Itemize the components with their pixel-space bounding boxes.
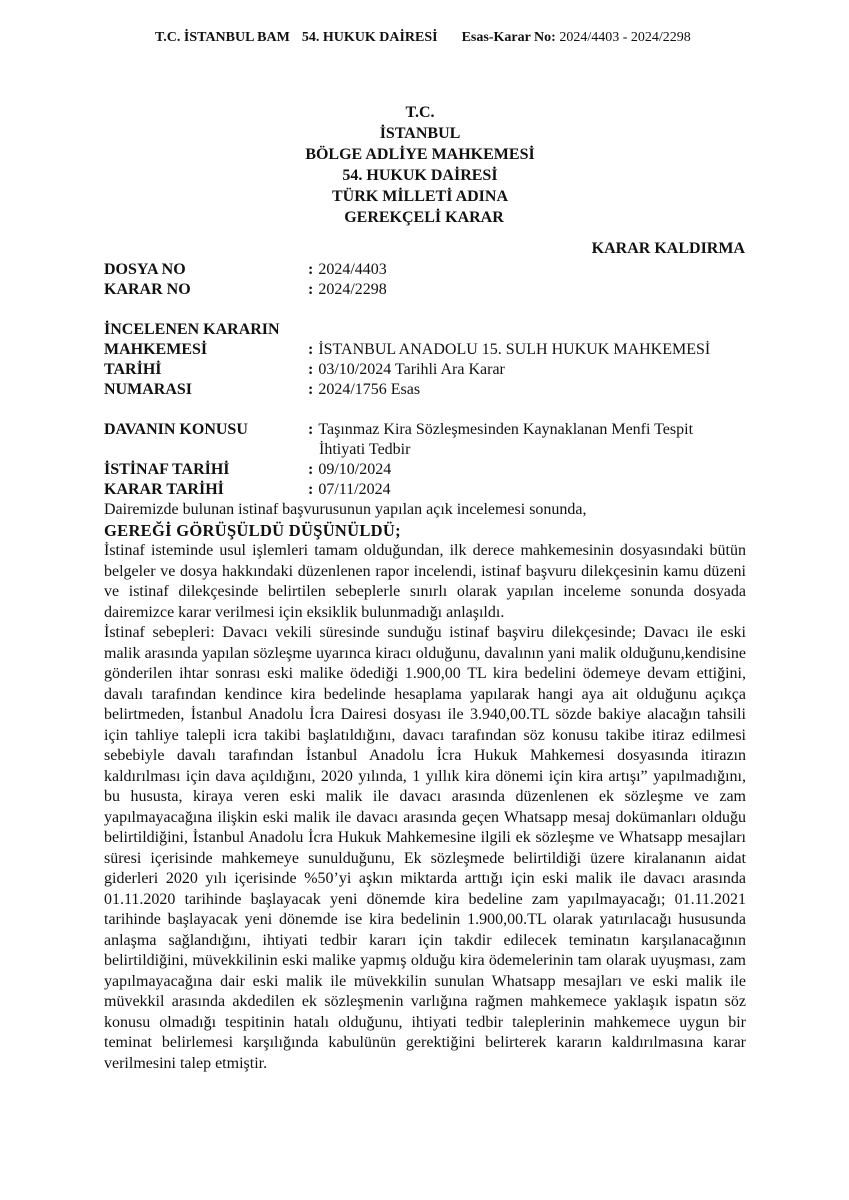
reviewed-decision-info (104, 320, 764, 400)
running-header (155, 30, 795, 46)
meta-row-mahkeme (104, 340, 764, 360)
title-line-decision: GEREKÇELİ KARAR (344, 209, 504, 226)
title-line-tc: T.C. (405, 104, 435, 121)
paragraph-procedure: İstinaf isteminde usul işlemleri tamam olduğundan, ilk derece mahkemesinin dosyasındaki bütün belgeler ve dosya hakkındaki düzenlenen rapor incelendi, istinaf başvuru dilekçesinin kamu düzeni ve istinaf dilekçesinde belirtilen sebeplerle sınırlı olarak yapılan inceleme sonunda dosyada dairemizce karar verilmesi için eksiklik bulunmadığı anlaşıldı. (104, 542, 746, 621)
dava-label: DAVANIN KONUSU (104, 421, 248, 438)
decision-type: KARAR KALDIRMA (591, 240, 745, 257)
decision-body (104, 500, 746, 1074)
karar-label: KARAR NO (104, 281, 191, 298)
verdict-heading: GEREĞİ GÖRÜŞÜLDÜ DÜŞÜNÜLDÜ; (104, 520, 401, 540)
header-chamber: 54. HUKUK DAİRESİ (301, 30, 438, 45)
numara-value: 2024/1756 Esas (318, 381, 421, 398)
colon: : (308, 481, 314, 498)
colon: : (308, 361, 314, 378)
case-numbers (104, 260, 764, 300)
istinaf-label: İSTİNAF TARİHİ (104, 461, 230, 478)
meta-row-karar (104, 280, 764, 300)
meta-row-karar-tarihi (104, 480, 764, 500)
numara-label: NUMARASI (104, 381, 192, 398)
colon: : (308, 461, 314, 478)
paragraph-appeal-grounds: İstinaf sebepleri: Davacı vekili süresinde sunduğu istinaf başviru dilekçesinde; Davacı ile eski malik arasında yapılan sözleşme uyarınca kiracı olduğunu, davalının yani malik olduğunu,kendisine gönderilen ihtar sonrası eski malike ödediği 1.900,00 TL kira bedelini ödemeye devam ettiğini, davalı tarafından kendince kira bedelinde hesaplama yapılarak hangi aya ait olduğunu açıkça belirtmeden, İstanbul Anadolu İcra Dairesi dosyası ile 3.940,00.TL sözde bakiye alacağın tahsili için tahliye talepli icra takibi başlatıldığını, davacı tarafından söz konusu takibe itiraz edilmesi sebebiyle davalı tarafından İstanbul Anadolu İcra Hukuk Mahkemesi dosyasında itirazın kaldırılması için dava açıldığını, 2020 yılında, 1 yıllık kira dönemi için kira artışı” yapılmadığını, bu hususta, kiraya veren eski malik ile davacı arasında düzenlenen ek sözleşme ve zam yapılmayacağına ilişkin eski malik ile davacı arasında geçen Whatsapp mesaj dokümanları olduğu belirtildiğini, İstanbul Anadolu İcra Hukuk Mahkemesine ilgili ek sözleşme ve Whatsapp mesajları süresi içerisinde mahkemeye sunulduğunu, Ek sözleşmede belirtildiği üzere kiralananın aidat giderleri 2020 yılı içerisinde %50’yi aşkın miktarda arttığı için eski malik ile davacı arasında 01.11.2020 tarihinde başlayacak yeni dönemde kira bedeline zam yapılmayacağı; 01.11.2021 tarihinde başlayacak yeni dönemde ise kira bedelinin 1.900,00.TL olarak yatırılacağı hususunda anlaşma sağlandığını, ihtiyati tedbir kararı için takdir edilecek teminatın karşılanacağının belirtildiğini, müvekkilinin eski malike yapmış olduğu kira ödemelerinin tam olarak uyuşması, zam yapılmayacağına dair eski malik ile müvekkilin sunulan Whatsapp mesajları ve eski malik ile müvekkil arasında akdedilen ek sözleşmenin varlığına rağmen mahkemece yaklaşık ispatın söz konusu olmadığı tespitinin hatalı olduğunu, ihtiyati tedbir taleplerinin mahkemece uygun bir teminat belirlemesi karşılığında kabulünün gerektiğini belirterek kararın kaldırılmasına karar verilmesini talep etmiştir. (104, 624, 746, 1072)
istinaf-value: 09/10/2024 (318, 461, 392, 478)
dava-value-line2: İhtiyati Tedbir (319, 441, 411, 458)
tarih-label: TARİHİ (104, 361, 162, 378)
intro-sentence: Dairemizde bulunan istinaf başvurusunun yapılan açık incelemesi sonunda, (104, 501, 587, 518)
title-line-court: BÖLGE ADLİYE MAHKEMESİ (305, 146, 535, 163)
incelenen-label: İNCELENEN KARARIN (104, 321, 280, 338)
colon: : (308, 421, 314, 438)
document-title-block (200, 102, 640, 228)
colon: : (308, 341, 314, 358)
title-line-city: İSTANBUL (379, 125, 461, 142)
meta-row-tarih (104, 360, 764, 380)
case-subject-info (104, 420, 764, 500)
karar-tarihi-label: KARAR TARİHİ (104, 481, 224, 498)
header-court: T.C. İSTANBUL BAM (155, 30, 290, 45)
header-case-label: Esas-Karar No: (461, 30, 556, 45)
colon: : (308, 381, 314, 398)
meta-row-dava (104, 420, 764, 460)
meta-row-numara (104, 380, 764, 400)
dosya-label: DOSYA NO (104, 261, 186, 278)
meta-row-dosya (104, 260, 764, 280)
karar-value: 2024/2298 (318, 281, 387, 298)
title-line-chamber: 54. HUKUK DAİRESİ (342, 167, 498, 184)
dosya-value: 2024/4403 (318, 261, 387, 278)
mahkeme-label: MAHKEMESİ (104, 341, 208, 358)
colon: : (308, 261, 314, 278)
title-line-nation: TÜRK MİLLETİ ADINA (331, 188, 509, 205)
header-case-value: 2024/4403 - 2024/2298 (559, 30, 691, 45)
meta-row-istinaf (104, 460, 764, 480)
meta-row-incelenen (104, 320, 764, 340)
mahkeme-value: İSTANBUL ANADOLU 15. SULH HUKUK MAHKEMESİ (318, 341, 711, 358)
colon: : (308, 281, 314, 298)
dava-value-line1: Taşınmaz Kira Sözleşmesinden Kaynaklanan Menfi Tespit (318, 421, 694, 438)
tarih-value: 03/10/2024 Tarihli Ara Karar (318, 361, 505, 378)
karar-tarihi-value: 07/11/2024 (318, 481, 391, 498)
